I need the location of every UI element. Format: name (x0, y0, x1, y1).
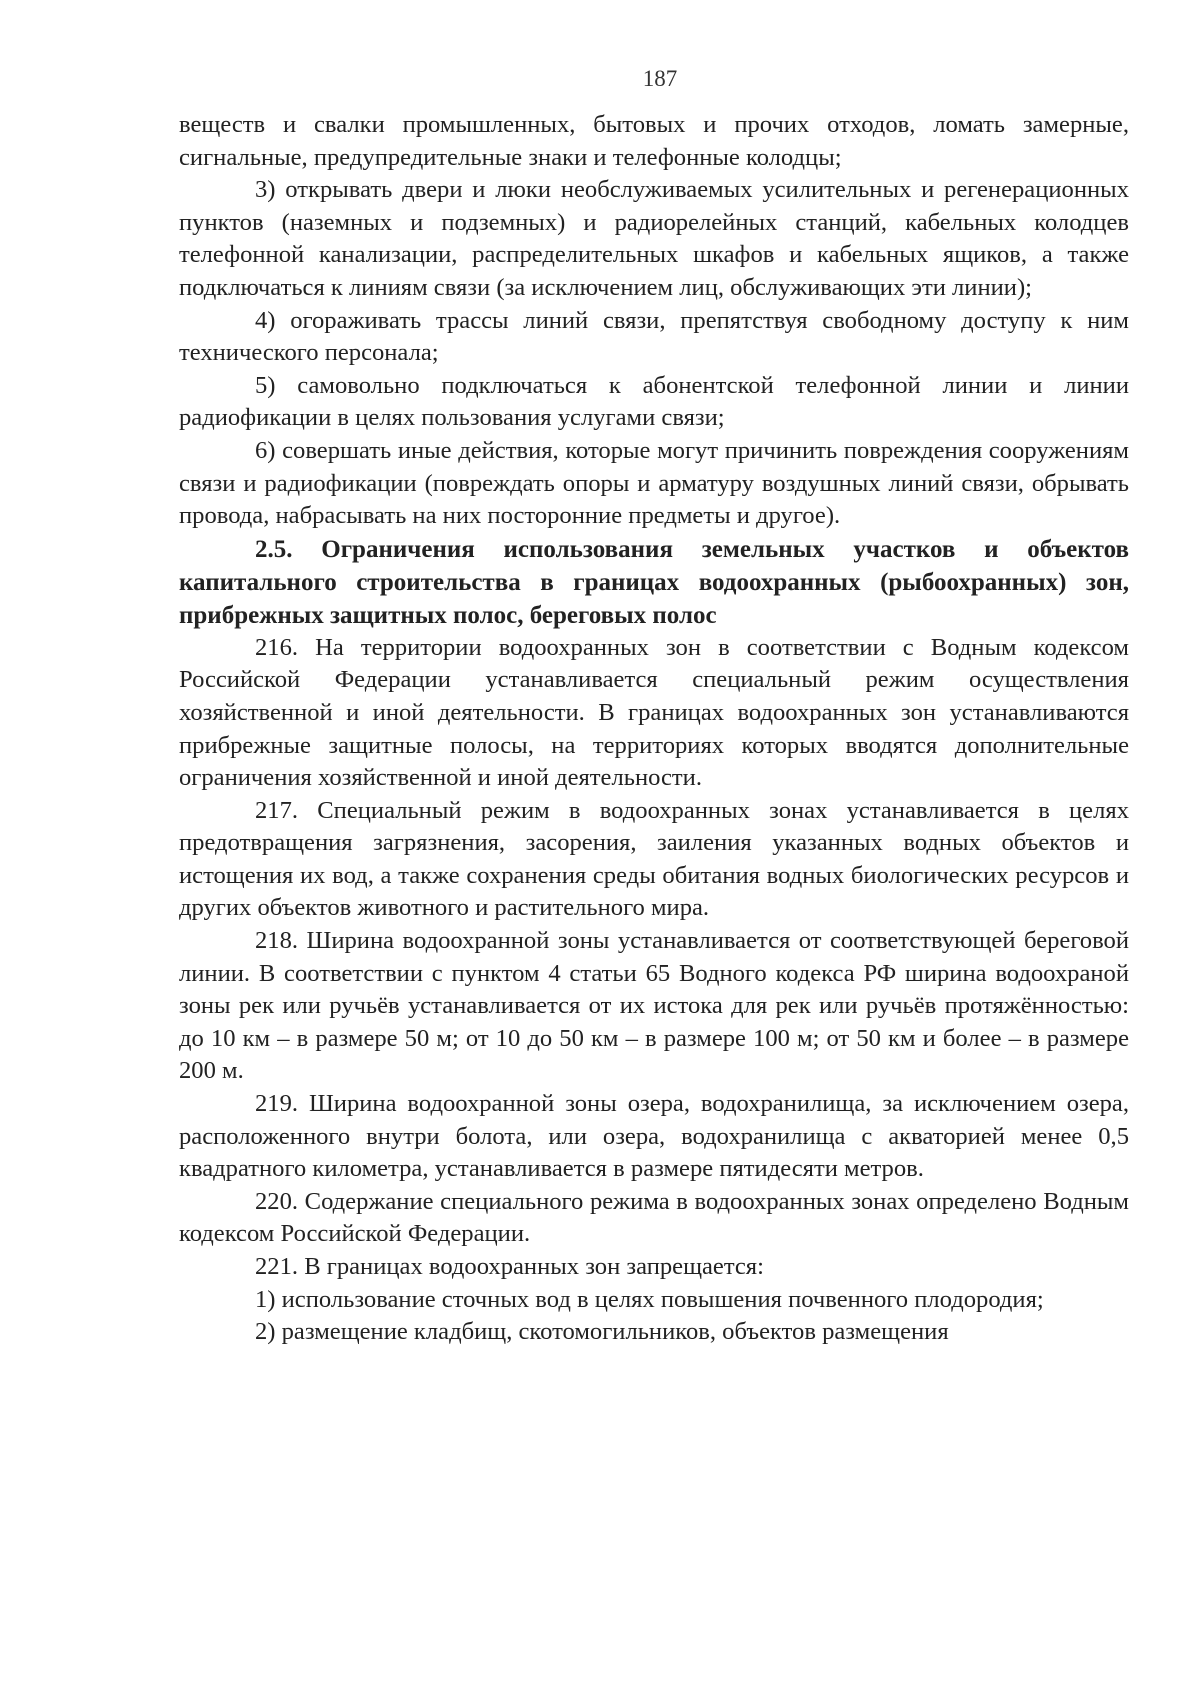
page-number: 187 (642, 66, 678, 91)
paragraphs-after-section (179, 632, 1129, 1349)
paragraph: 5) самовольно подключаться к абонентской телефонной линии и линии радиофикации в целях пользования услугами связи; (179, 371, 1129, 432)
paragraph: 221. В границах водоохранных зон запрещается: (255, 1253, 764, 1280)
paragraph: веществ и свалки промышленных, бытовых и прочих отходов, ломать замерные, сигнальные, предупредительные знаки и телефонные колодцы; (179, 111, 1129, 171)
paragraph: 2) размещение кладбищ, скотомогильников, объектов размещения (255, 1318, 949, 1346)
document-body (179, 109, 1129, 1349)
paragraph: 217. Специальный режим в водоохранных зонах устанавливается в целях предотвращения загрязнения, засорения, заиления указанных водных объектов и истощения их вод, а также сохранения среды обитания водных биологических ресурсов и других объектов животного и растительного мира. (179, 796, 1129, 922)
paragraph: 216. На территории водоохранных зон в соответствии с Водным кодексом Российской Федерации устанавливается специальный режим осуществления хозяйственной и иной деятельности. В границах водоохранных зон устанавливаются прибрежные защитные полосы, на территориях которых вводятся дополнительные ограничения хозяйственной и иной деятельности. (179, 633, 1129, 792)
paragraph: 6) совершать иные действия, которые могут причинить повреждения сооружениям связи и радиофикации (повреждать опоры и арматуру воздушных линий связи, обрывать провода, набрасывать на них посторонние предметы и другое). (179, 436, 1129, 530)
paragraph: 1) использование сточных вод в целях повышения почвенного плодородия; (255, 1285, 1044, 1313)
paragraph: 220. Содержание специального режима в водоохранных зонах определено Водным кодексом Российской Федерации. (179, 1187, 1129, 1248)
paragraph: 4) огораживать трассы линий связи, препятствуя свободному доступу к ним технического персонала; (179, 306, 1129, 367)
paragraph: 219. Ширина водоохранной зоны озера, водохранилища, за исключением озера, расположенного внутри болота, или озера, водохранилища с акваторией менее 0,5 квадратного километра, устанавливается в размере пятидесяти метров. (179, 1090, 1129, 1183)
paragraphs-before-section (179, 109, 1129, 533)
section-heading: 2.5. Ограничения использования земельных участков и объектов капитального строительства в границах водоохранных (рыбоохранных) зон, прибрежных защитных полос, береговых полос (179, 535, 1129, 629)
paragraph: 218. Ширина водоохранной зоны устанавливается от соответствующей береговой линии. В соответствии с пунктом 4 статьи 65 Водного кодекса РФ ширина водоохраной зоны рек или ручьёв устанавливается от их истока для рек или ручьёв протяжённостью: до 10 км – в размере 50 м; от 10 до 50 км – в размере 100 м; от 50 км и более – в размере 200 м. (179, 927, 1129, 1085)
paragraph: 3) открывать двери и люки необслуживаемых усилительных и регенерационных пунктов (наземных и подземных) и радиорелейных станций, кабельных колодцев телефонной канализации, распределительных шкафов и кабельных ящиков, а также подключаться к линиям связи (за исключением лиц, обслуживающих эти линии); (179, 176, 1129, 301)
